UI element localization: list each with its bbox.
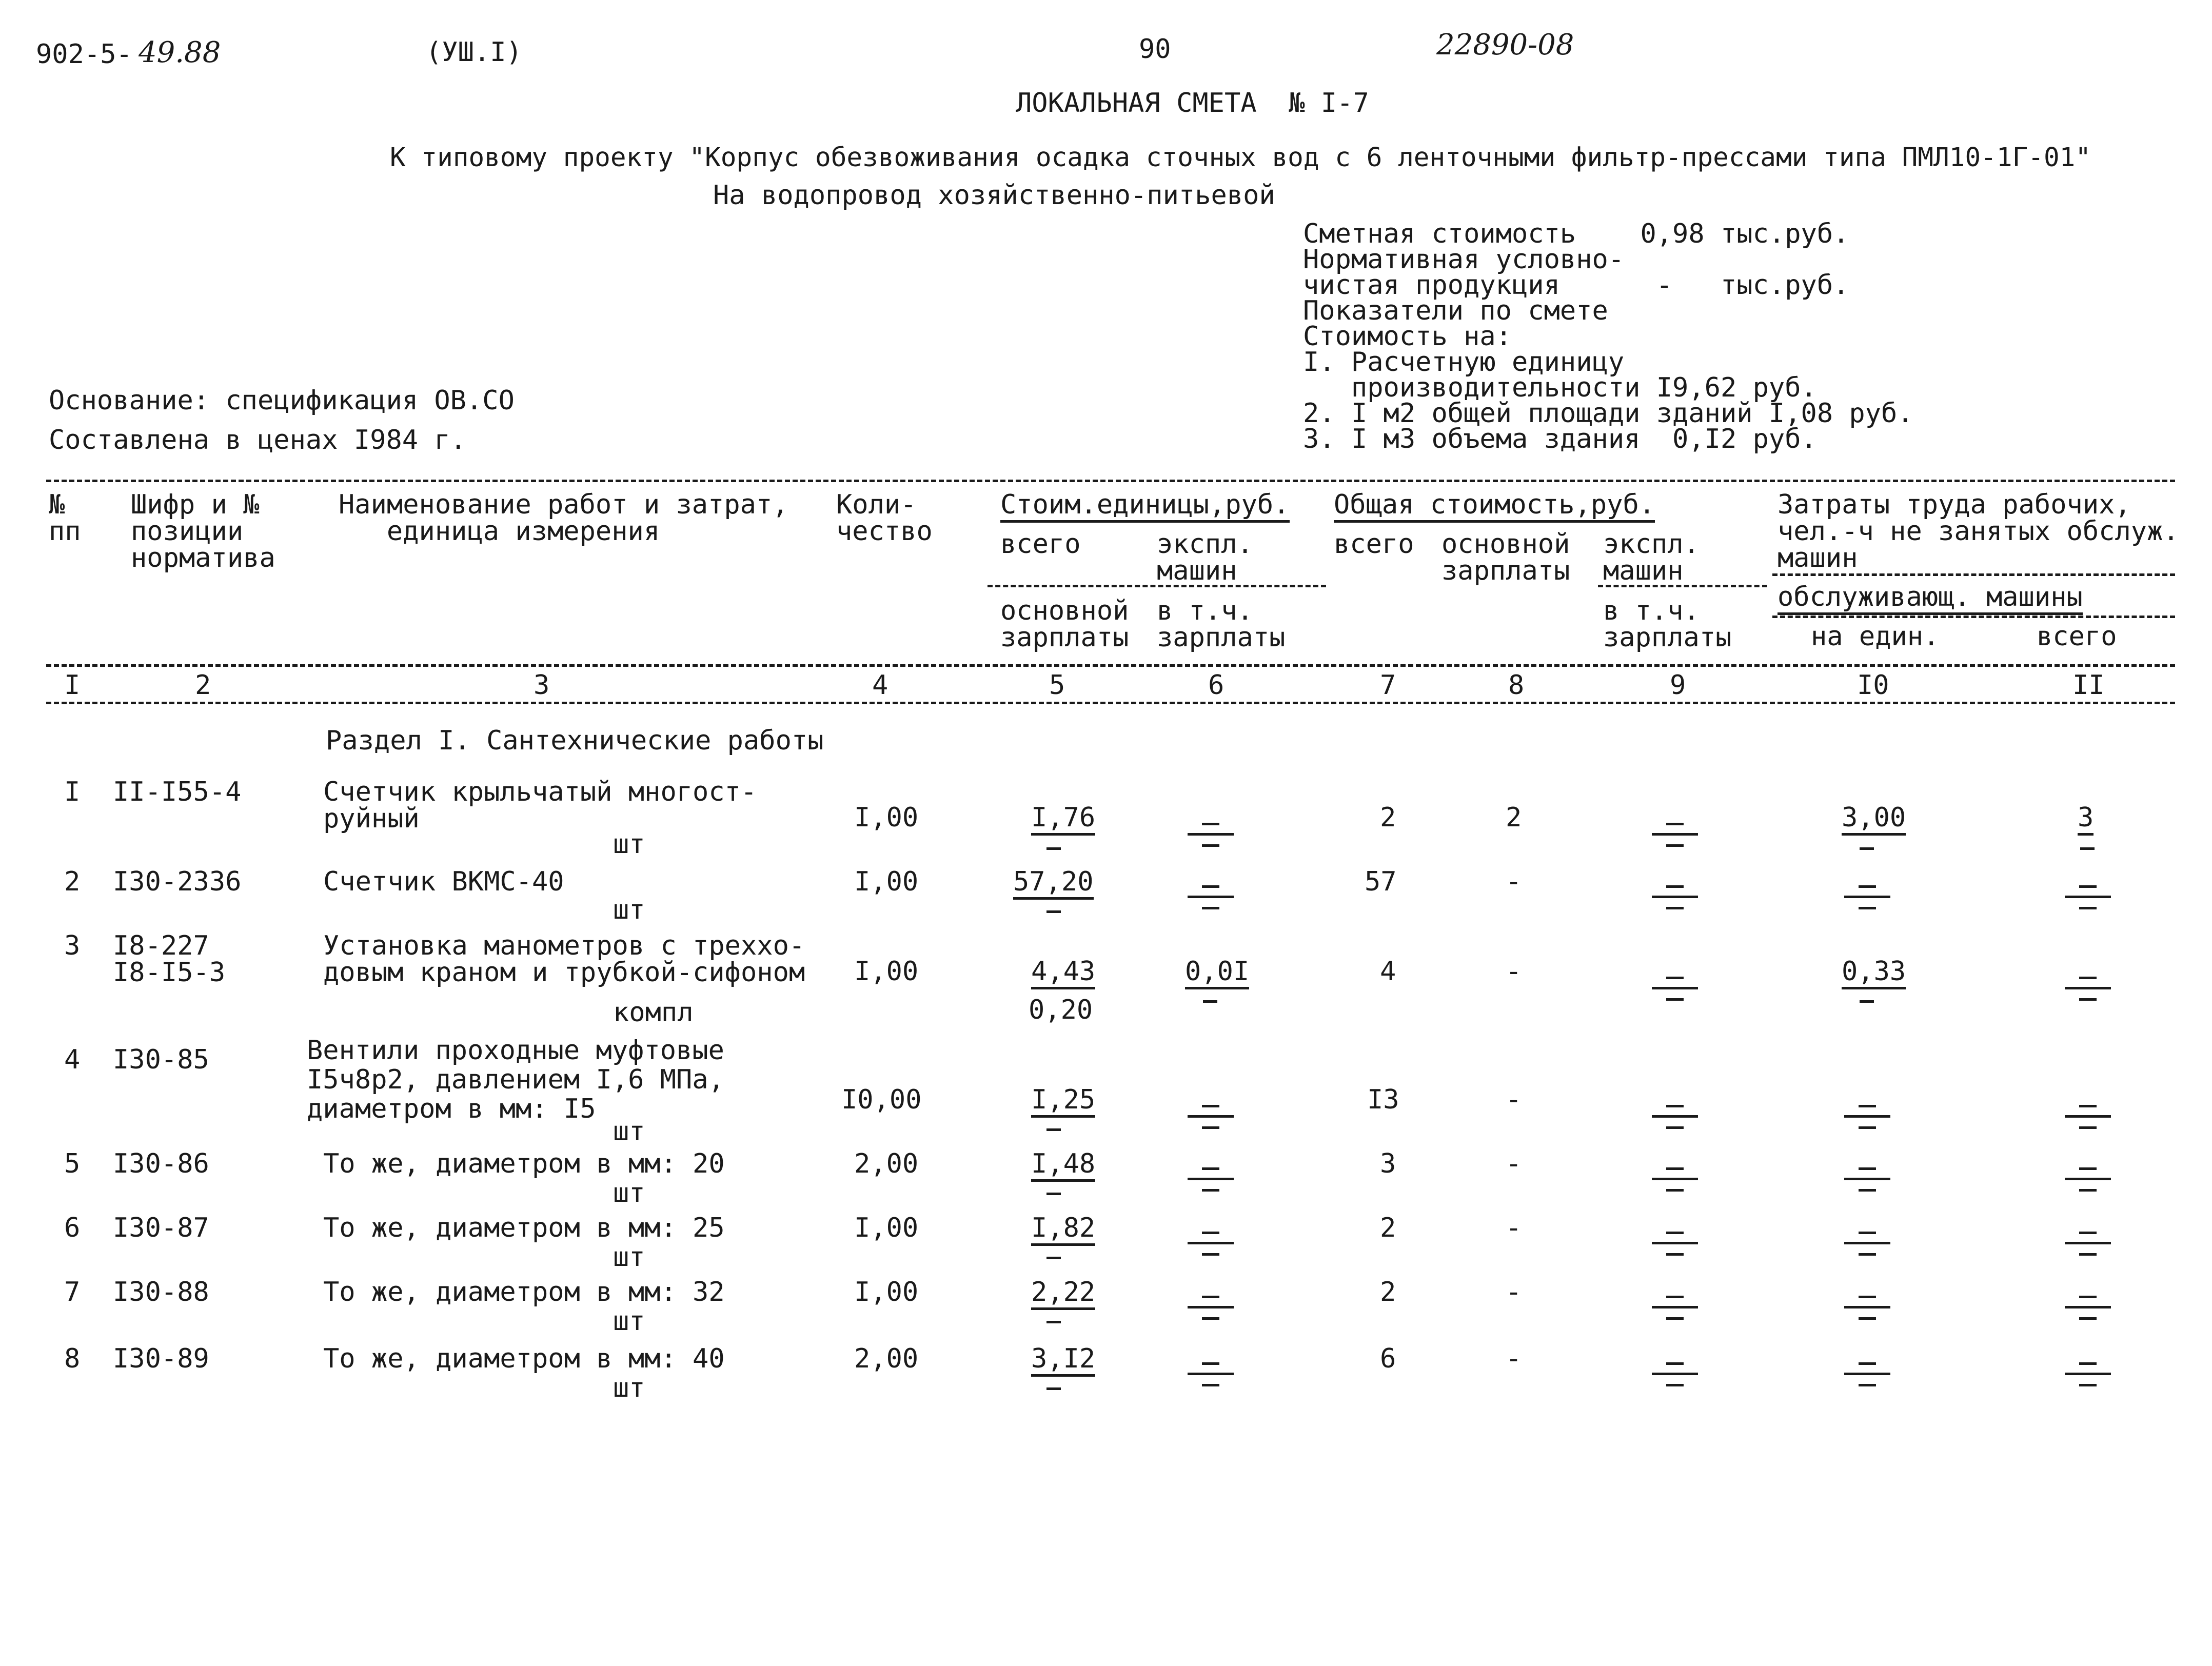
row-unit-cost: I,48 <box>1031 1151 1095 1182</box>
row-number: I <box>64 777 81 807</box>
row-name: Счетчик ВКМС-40 <box>323 866 564 897</box>
row-quantity: I,00 <box>854 866 919 897</box>
row-wage: - <box>1506 1148 1522 1179</box>
row-mach-dash <box>1652 1294 1698 1324</box>
summary-line-2: Нормативная условно- <box>1303 244 1625 275</box>
col-header-labor-sub: обслуживающ. машины <box>1778 584 2083 615</box>
col-header-11: всего <box>2037 621 2117 652</box>
col-number-9: 9 <box>1670 670 1686 701</box>
row-unit-cost: I,76 <box>1031 804 1095 836</box>
row-unit-wage-dash <box>1046 1321 1061 1323</box>
row-unit-mach: 0,0I <box>1185 958 1249 989</box>
col-number-7: 7 <box>1380 670 1396 701</box>
col-number-2: 2 <box>195 670 211 701</box>
row-unit: шт <box>613 895 645 925</box>
row-labor-total-dash <box>2065 975 2111 1005</box>
col-header-labor-rule <box>1772 573 2175 576</box>
col-number-10: I0 <box>1857 670 1889 701</box>
row-quantity: 2,00 <box>854 1343 919 1374</box>
row-unit-cost: 4,43 <box>1031 958 1095 989</box>
row-unit-mach-dash <box>1188 883 1234 914</box>
row-code: I30-88 <box>113 1277 209 1307</box>
row-code: I30-2336 <box>113 866 242 897</box>
row-quantity: 2,00 <box>854 1148 919 1179</box>
row-labor-unit-dash <box>1844 883 1890 914</box>
row-unit-wage-dash <box>1046 1257 1061 1259</box>
row-code: I30-89 <box>113 1343 209 1374</box>
row-labor-unit-dash <box>1844 1229 1890 1260</box>
row-labor-total: 3 <box>2078 804 2094 836</box>
row-unit-wage-dash <box>1046 847 1061 850</box>
row-wage: - <box>1506 1213 1522 1243</box>
row-quantity: I,00 <box>854 1277 919 1307</box>
row-total: 2 <box>1380 1213 1396 1243</box>
row-name: То же, диаметром в мм: 40 <box>323 1343 725 1374</box>
row-labor-unit-dash <box>1860 847 1874 850</box>
row-labor-total-dash <box>2065 1165 2111 1196</box>
summary-line-7: производительности I9,62 руб. <box>1303 372 1817 403</box>
row-name: То же, диаметром в мм: 25 <box>323 1213 725 1243</box>
row-unit-cost: 3,I2 <box>1031 1345 1095 1377</box>
row-total: 3 <box>1380 1148 1396 1179</box>
col-header-9-bottom: в т.ч. зарплаты <box>1603 596 1732 653</box>
basis-line: Основание: спецификация ОВ.СО <box>49 385 515 416</box>
summary-estimated-cost: Сметная стоимость 0,98 тыс.руб. <box>1303 219 1849 249</box>
row-unit-cost: 2,22 <box>1031 1279 1095 1310</box>
section-title: Раздел I. Сантехнические работы <box>326 725 824 756</box>
row-unit-wage-dash <box>1046 910 1061 913</box>
col-header-7: всего <box>1334 529 1414 560</box>
row-unit: компл <box>613 997 694 1028</box>
row-mach-dash <box>1652 1103 1698 1134</box>
col-header-6-bottom: в т.ч. зарплаты <box>1157 596 1286 653</box>
row-labor-total-dash <box>2065 1360 2111 1391</box>
row-mach-dash <box>1652 883 1698 914</box>
row-unit-cost: I,25 <box>1031 1086 1095 1118</box>
row-total: 2 <box>1380 802 1396 833</box>
project-line: К типовому проекту "Корпус обезвоживания осадка сточных вод с 6 ленточными фильтр-прессами типа ПМЛ10-1Г-01" <box>390 143 2091 173</box>
row-unit-cost: 57,20 <box>1013 868 1094 900</box>
row-mach-dash <box>1652 975 1698 1005</box>
row-unit-wage: 0,20 <box>1029 995 1093 1025</box>
col-number-11: II <box>2072 670 2105 701</box>
summary-line-8: 2. I м2 общей площади зданий I,08 руб. <box>1303 398 1913 429</box>
col-header-5-top: всего <box>1000 529 1081 560</box>
col-number-8: 8 <box>1508 670 1525 701</box>
row-labor-total-dash <box>2065 883 2111 914</box>
col-header-3: Наименование работ и затрат, единица измерения <box>339 489 788 547</box>
col-number-4: 4 <box>872 670 888 701</box>
summary-line-5: Стоимость на: <box>1303 321 1512 352</box>
row-name: Установка манометров с треххо- довым краном и трубкой-сифоном <box>323 930 805 988</box>
row-unit-mach-dash <box>1188 1294 1234 1324</box>
col-header-6-top: экспл. машин <box>1157 529 1253 586</box>
row-unit-mach-dash <box>1188 1360 1234 1391</box>
row-unit: шт <box>613 1242 645 1273</box>
row-mach-dash <box>1652 1165 1698 1196</box>
row-total: 4 <box>1380 956 1396 987</box>
row-unit: шт <box>613 1306 645 1337</box>
row-code: II-I55-4 <box>113 777 242 807</box>
document-code-handwritten: 49.88 <box>139 36 221 69</box>
row-total: 57 <box>1365 866 1397 897</box>
summary-line-4: Показатели по смете <box>1303 295 1608 326</box>
col-header-labor-sub-rule <box>1772 616 2175 618</box>
row-unit: шт <box>613 1178 645 1208</box>
row-unit-cost: I,82 <box>1031 1215 1095 1246</box>
col-number-1: I <box>64 670 81 701</box>
row-quantity: I0,00 <box>841 1084 922 1115</box>
row-labor-unit-dash <box>1844 1103 1890 1134</box>
row-total: 6 <box>1380 1343 1396 1374</box>
row-number: 3 <box>64 930 81 961</box>
row-code: I30-85 <box>113 1044 209 1075</box>
document-subtitle: На водопровод хозяйственно-питьевой <box>713 180 1275 211</box>
row-unit: шт <box>613 829 645 860</box>
row-labor-total-dash <box>2065 1103 2111 1134</box>
col-header-unit-cost: Стоим.единицы,руб. <box>1000 491 1290 523</box>
row-mach-dash <box>1652 1229 1698 1260</box>
row-unit-wage-dash <box>1046 1128 1061 1131</box>
col-header-total-cost: Общая стоимость,руб. <box>1334 491 1655 523</box>
row-name: Вентили проходные муфтовые I5ч8р2, давлением I,6 МПа, диаметром в мм: I5 <box>307 1035 724 1125</box>
summary-line-6: I. Расчетную единицу <box>1303 347 1625 378</box>
document-title: ЛОКАЛЬНАЯ СМЕТА № I-7 <box>1016 88 1369 118</box>
row-labor-total-dash <box>2080 847 2095 850</box>
row-unit-wage-dash <box>1046 1387 1061 1390</box>
col-number-3: 3 <box>534 670 550 701</box>
row-labor-total-dash <box>2065 1229 2111 1260</box>
row-labor-unit-dash <box>1844 1294 1890 1324</box>
row-labor-unit: 3,00 <box>1842 804 1906 836</box>
volume-label: (УШ.I) <box>426 37 522 68</box>
col-header-labor: Затраты труда рабочих, чел.-ч не занятых обслуж. машин <box>1778 489 2179 573</box>
col-header-9-top: экспл. машин <box>1603 529 1700 586</box>
row-number: 6 <box>64 1213 81 1243</box>
col-header-1: № пп <box>49 489 81 547</box>
row-quantity: I,00 <box>854 956 919 987</box>
row-code: I8-227 I8-I5-3 <box>113 930 226 988</box>
row-unit: шт <box>613 1373 645 1403</box>
row-total: 2 <box>1380 1277 1396 1307</box>
col-header-8: основной зарплаты <box>1441 529 1570 586</box>
row-quantity: I,00 <box>854 802 919 833</box>
row-wage: - <box>1506 866 1522 897</box>
summary-line-9: 3. I м3 объема здания 0,I2 руб. <box>1303 424 1817 454</box>
row-wage: - <box>1506 1277 1522 1307</box>
document-code: 902-5- <box>36 39 132 70</box>
column-numbers-rule <box>46 702 2175 704</box>
col-header-9-rule <box>1598 585 1767 587</box>
col-header-10: на един. <box>1811 621 1940 652</box>
row-number: 7 <box>64 1277 81 1307</box>
row-mach-dash <box>1652 1360 1698 1391</box>
row-wage: - <box>1506 1343 1522 1374</box>
row-unit-wage-dash <box>1046 1193 1061 1195</box>
header-bottom-rule <box>46 664 2175 667</box>
summary-line-3: чистая продукция - тыс.руб. <box>1303 270 1849 301</box>
row-labor-unit-dash <box>1844 1360 1890 1391</box>
row-total: I3 <box>1367 1084 1399 1115</box>
row-unit-mach-dash <box>1188 1229 1234 1260</box>
col-number-6: 6 <box>1208 670 1224 701</box>
prices-line: Составлена в ценах I984 г. <box>49 425 466 455</box>
row-wage: - <box>1506 956 1522 987</box>
row-number: 5 <box>64 1148 81 1179</box>
col-number-5: 5 <box>1049 670 1065 701</box>
row-unit-mach-dash <box>1188 1103 1234 1134</box>
row-number: 2 <box>64 866 81 897</box>
row-unit: шт <box>613 1116 645 1147</box>
row-labor-total-dash <box>2065 1294 2111 1324</box>
row-labor-unit-dash <box>1860 1000 1874 1003</box>
col-header-4: Коли- чество <box>836 489 933 547</box>
col-header-5-bottom: основной зарплаты <box>1000 596 1129 653</box>
row-name: То же, диаметром в мм: 32 <box>323 1277 725 1307</box>
row-wage: - <box>1506 1084 1522 1115</box>
row-code: I30-86 <box>113 1148 209 1179</box>
page-number: 90 <box>1139 34 1171 65</box>
row-unit-mach-dash <box>1188 1165 1234 1196</box>
row-number: 4 <box>64 1044 81 1075</box>
row-unit-mach-dash <box>1188 821 1234 851</box>
col-header-2: Шифр и № позиции норматива <box>131 489 275 573</box>
row-mach-dash <box>1652 821 1698 851</box>
row-labor-unit-dash <box>1844 1165 1890 1196</box>
table-top-rule <box>46 480 2175 482</box>
row-labor-unit: 0,33 <box>1842 958 1906 989</box>
row-wage: 2 <box>1506 802 1522 833</box>
archive-number-handwritten: 22890-08 <box>1436 28 1574 62</box>
row-code: I30-87 <box>113 1213 209 1243</box>
row-unit-mach-wage-dash <box>1203 1000 1217 1003</box>
row-name: Счетчик крыльчатый многост- руйный <box>323 777 757 834</box>
row-number: 8 <box>64 1343 81 1374</box>
row-name: То же, диаметром в мм: 20 <box>323 1148 725 1179</box>
row-quantity: I,00 <box>854 1213 919 1243</box>
col-header-5-6-rule <box>988 585 1326 587</box>
